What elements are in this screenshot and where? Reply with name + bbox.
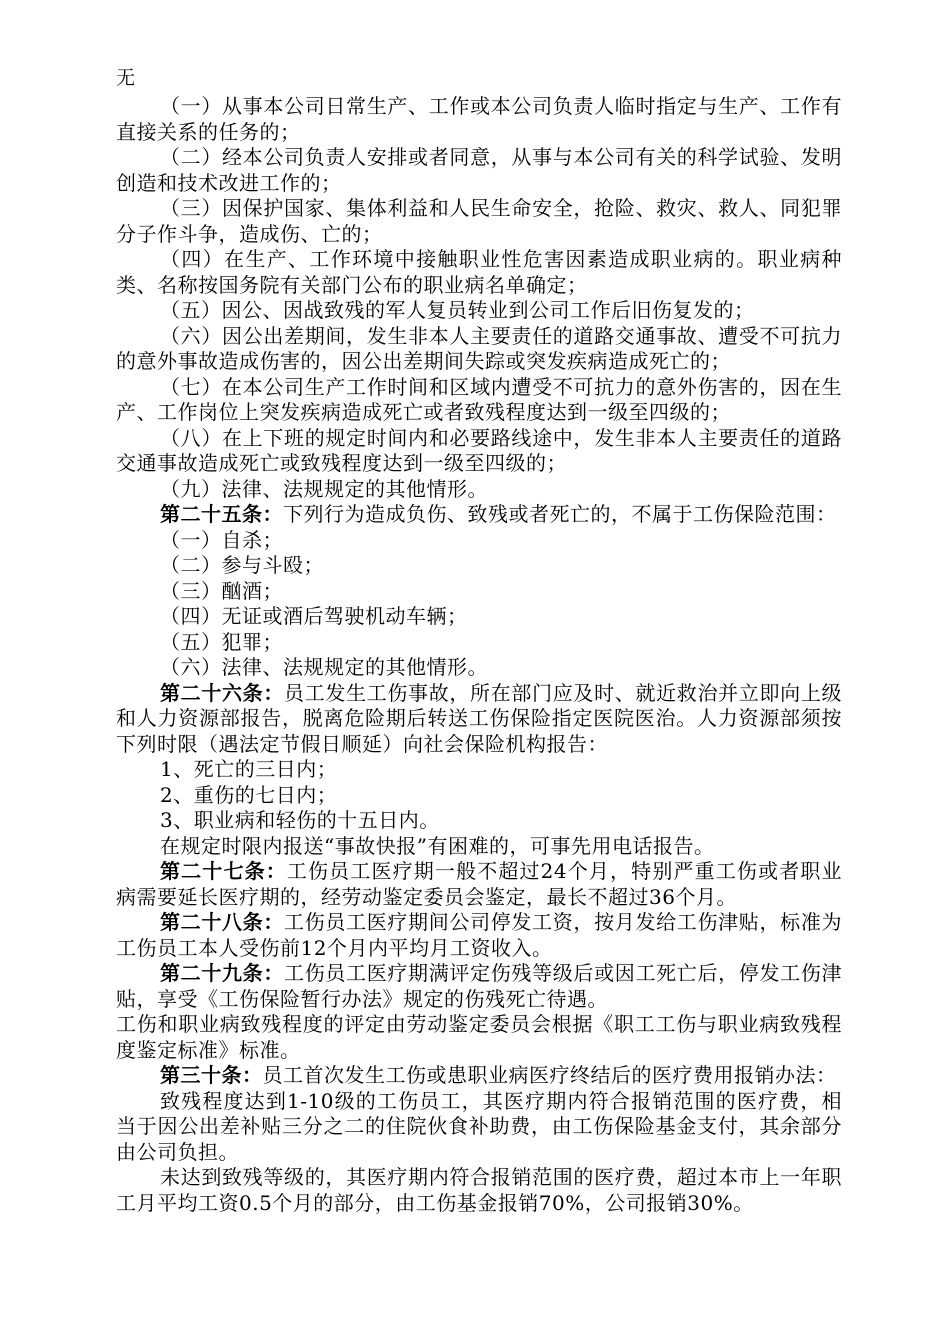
paragraph-text: （七）在本公司生产工作时间和区域内遭受不可抗力的意外伤害的，因在生产、工作岗位上突发疾病造成死亡或者致残程度达到一级至四级的； [116, 374, 842, 424]
paragraph-text: （三）因保护国家、集体利益和人民生命安全，抢险、救灾、救人、同犯罪分子作斗争，造成伤、亡的； [116, 196, 842, 246]
article-number: 第三十条： [160, 1063, 263, 1087]
article-paragraph [116, 961, 842, 1012]
paragraph-text: 工伤和职业病致残程度的评定由劳动鉴定委员会根据《职工工伤与职业病致残程度鉴定标准》标准。 [116, 1012, 842, 1062]
article-paragraph [116, 681, 842, 758]
paragraph-text: （一）自杀； [160, 527, 283, 552]
paragraph [116, 528, 842, 554]
paragraph [116, 553, 842, 579]
paragraph [116, 655, 842, 681]
paragraph-text: （四）在生产、工作环境中接触职业性危害因素造成职业病的。职业病种类、名称按国务院有关部门公布的职业病名单确定； [116, 247, 842, 297]
article-number: 第二十八条： [160, 910, 285, 934]
paragraph-text: 致残程度达到1-10级的工伤员工，其医疗期内符合报销范围的医疗费，相当于因公出差补贴三分之二的住院伙食补助费，由工伤保险基金支付，其余部分由公司负担。 [116, 1088, 842, 1164]
article-paragraph [116, 859, 842, 910]
paragraph [116, 426, 842, 477]
paragraph-text: 员工发生工伤事故，所在部门应及时、就近救治并立即向上级和人力资源部报告，脱离危险期后转送工伤保险指定医院医治。人力资源部须按下列时限（遇法定节假日顺延）向社会保险机构报告： [116, 680, 842, 756]
paragraph [116, 247, 842, 298]
article-paragraph [116, 1063, 842, 1089]
paragraph-text: 下列行为造成负伤、致残或者死亡的，不属于工伤保险范围： [283, 502, 837, 526]
article-number: 第二十五条： [160, 502, 283, 526]
paragraph-text: （二）参与斗殴； [160, 553, 324, 577]
paragraph [116, 808, 842, 834]
paragraph-text: （五）犯罪； [160, 629, 283, 654]
paragraph-text: （五）因公、因战致残的军人复员转业到公司工作后旧伤复发的； [160, 298, 755, 322]
article-number: 第二十六条： [160, 680, 285, 705]
paragraph [116, 145, 842, 196]
paragraph-text: 工伤员工医疗期一般不超过24个月，特别严重工伤或者职业病需要延长医疗期的，经劳动鉴定委员会鉴定，最长不超过36个月。 [116, 859, 843, 909]
paragraph-text: 3、职业病和轻伤的十五日内。 [160, 808, 440, 832]
paragraph-text: 员工首次发生工伤或患职业病医疗终结后的医疗费用报销办法： [262, 1063, 837, 1087]
paragraph-text: 1、死亡的三日内； [160, 757, 338, 781]
paragraph-text: 未达到致残等级的，其医疗期内符合报销范围的医疗费，超过本市上一年职工月平均工资0.5个月的部分，由工伤基金报销70%，公司报销30%。 [116, 1165, 842, 1215]
paragraph [116, 1089, 842, 1166]
paragraph [116, 630, 842, 656]
paragraph-text: 2、重伤的七日内； [160, 782, 338, 807]
paragraph [116, 477, 842, 503]
paragraph-text: （一）从事本公司日常生产、工作或本公司负责人临时指定与生产、工作有直接关系的任务的； [116, 94, 842, 144]
paragraph [116, 324, 842, 375]
paragraph-text: 工伤员工医疗期间公司停发工资，按月发给工伤津贴，标准为工伤员工本人受伤前12个月内平均月工资收入。 [116, 910, 842, 960]
article-number: 第二十七条： [160, 859, 287, 883]
paragraph-text: 在规定时限内报送“事故快报”有困难的，可事先用电话报告。 [160, 833, 715, 858]
paragraph [116, 298, 842, 324]
paragraph [116, 579, 842, 605]
paragraph [116, 1165, 842, 1216]
paragraph [116, 834, 842, 860]
paragraph-text: （三）酗酒； [160, 578, 283, 603]
paragraph [116, 757, 842, 783]
paragraph-text: （八）在上下班的规定时间内和必要路线途中，发生非本人主要责任的道路交通事故造成死亡或致残程度达到一级至四级的； [116, 425, 842, 475]
article-paragraph [116, 910, 842, 961]
paragraph [116, 94, 842, 145]
page-header: 无 [116, 67, 136, 89]
paragraph [116, 1012, 842, 1063]
paragraph-text: （九）法律、法规规定的其他情形。 [160, 476, 488, 501]
article-paragraph [116, 502, 842, 528]
paragraph [116, 196, 842, 247]
article-number: 第二十九条： [160, 961, 285, 985]
paragraph [116, 375, 842, 426]
paragraph [116, 783, 842, 809]
paragraph-text: （四）无证或酒后驾驶机动车辆； [160, 604, 468, 628]
paragraph-text: （六）法律、法规规定的其他情形。 [160, 655, 488, 679]
paragraph-text: （二）经本公司负责人安排或者同意，从事与本公司有关的科学试验、发明创造和技术改进工作的； [116, 145, 842, 195]
document-body [116, 94, 842, 1216]
paragraph-text: 工伤员工医疗期满评定伤残等级后或因工死亡后，停发工伤津贴，享受《工伤保险暂行办法》规定的伤残死亡待遇。 [116, 961, 842, 1011]
paragraph [116, 604, 842, 630]
paragraph-text: （六）因公出差期间，发生非本人主要责任的道路交通事故、遭受不可抗力的意外事故造成伤害的，因公出差期间失踪或突发疾病造成死亡的； [116, 323, 842, 373]
